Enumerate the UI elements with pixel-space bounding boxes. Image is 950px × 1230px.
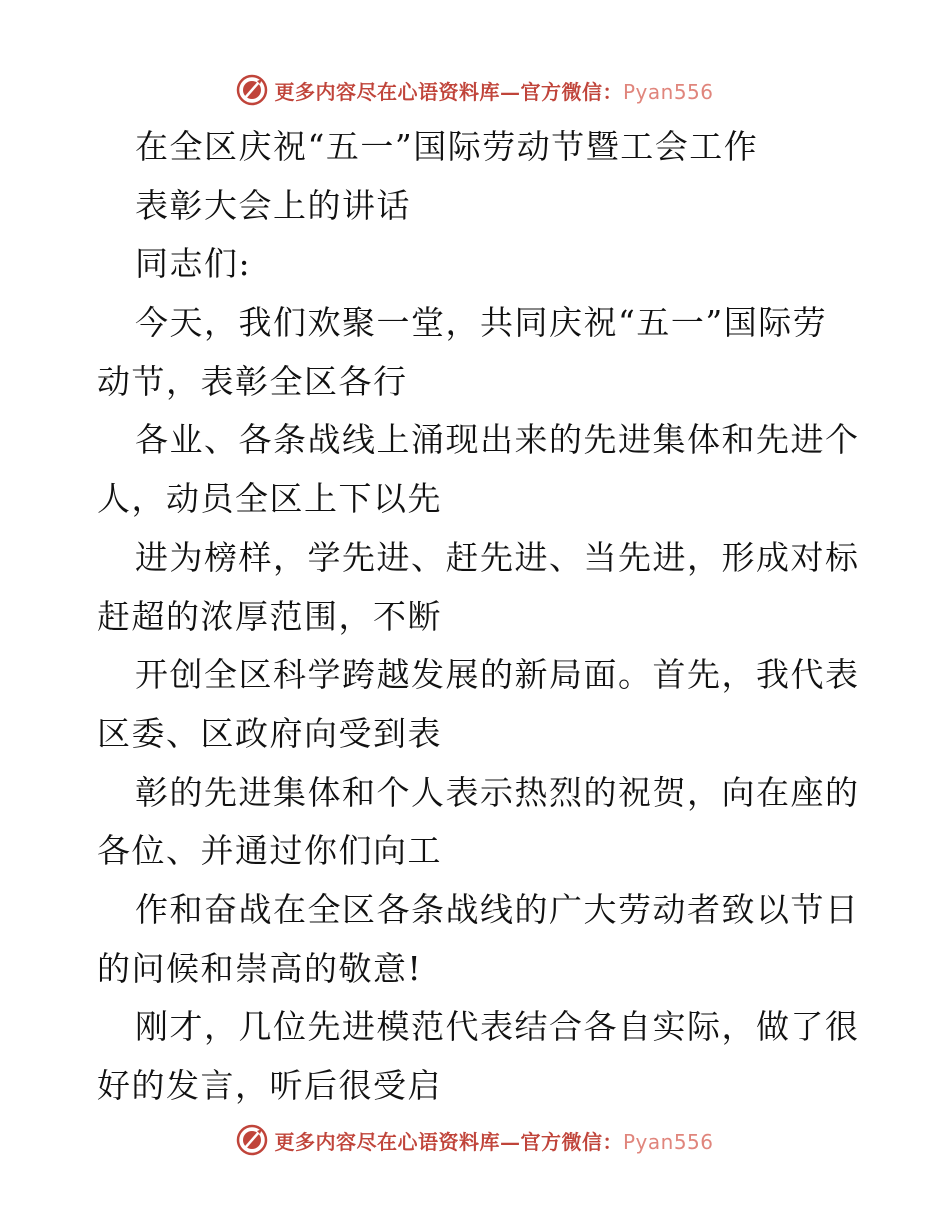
footer-banner	[0, 1120, 950, 1160]
text-line: 各业、各条战线上涌现出来的先进集体和先进个	[135, 420, 860, 460]
wechat-id: Pyan556	[622, 1129, 714, 1154]
text-line: 同志们:	[135, 244, 252, 284]
document-body	[0, 118, 950, 1116]
text-line: 在全区庆祝“五一”国际劳动节暨工会工作	[135, 127, 759, 166]
text-line: 开创全区科学跨越发展的新局面。首先，我代表	[135, 655, 860, 695]
text-line: 动节，表彰全区各行	[97, 361, 408, 401]
brand-logo-icon	[236, 74, 268, 106]
text-line: 各位、并通过你们向工	[97, 831, 442, 871]
text-line: 今天，我们欢聚一堂，共同庆祝“五一”国际劳	[135, 303, 828, 343]
text-line: 好的发言，听后很受启	[97, 1066, 442, 1105]
banner-text: 更多内容尽在心语资料库—官方微信：Pyan556	[274, 1129, 714, 1154]
brand-logo-icon	[236, 1124, 268, 1156]
text-line: 的问候和崇高的敬意!	[97, 948, 423, 988]
text-line: 表彰大会上的讲话	[135, 185, 411, 225]
wechat-id: Pyan556	[622, 79, 714, 104]
text-line: 作和奋战在全区各条战线的广大劳动者致以节日	[135, 889, 860, 929]
text-line: 进为榜样，学先进、赶先进、当先进，形成对标	[135, 537, 860, 577]
banner-text: 更多内容尽在心语资料库—官方微信：Pyan556	[274, 79, 714, 104]
text-line: 彰的先进集体和个人表示热烈的祝贺，向在座的	[135, 772, 860, 812]
text-line: 人，动员全区上下以先	[97, 479, 442, 519]
header-banner	[0, 70, 950, 110]
text-line: 区委、区政府向受到表	[97, 713, 442, 753]
text-line: 刚才，几位先进模范代表结合各自实际，做了很	[135, 1007, 860, 1047]
text-line: 赶超的浓厚范围，不断	[97, 596, 442, 636]
